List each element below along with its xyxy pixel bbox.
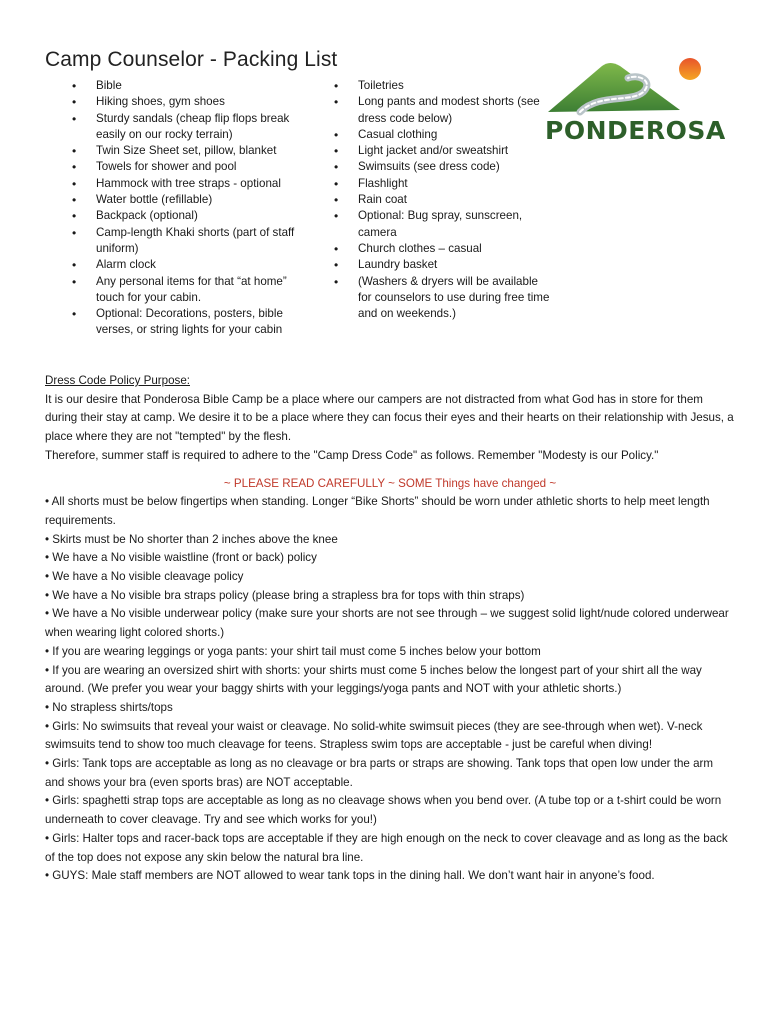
list-item: • Swimsuits (see dress code) (334, 159, 554, 175)
rule-item: • Girls: No swimsuits that reveal your waist or cleavage. No solid-white swimsuit pieces (they are see-through when wet). V-neck swimsuits tend to show too much cleavage for teens. Strapless swim tops are acceptable - just be careful when diving! (45, 719, 703, 752)
list-item: • Light jacket and/or sweatshirt (334, 143, 554, 159)
list-item: • Flashlight (334, 176, 554, 192)
list-item: • Laundry basket (334, 257, 554, 273)
rule-item: • We have a No visible waistline (front or back) policy (45, 551, 317, 565)
policy-paragraph: Therefore, summer staff is required to adhere to the "Camp Dress Code" as follows. Remember "Modesty is our Policy." (45, 448, 659, 462)
rule-item: • If you are wearing an oversized shirt with shorts: your shirts must come 5 inches below the longest part of your shirt all the way around. (We prefer you wear your baggy shirts with your leggings/yoga pants and NOT with your athletic shorts.) (45, 663, 702, 696)
rule-item: • We have a No visible cleavage policy (45, 570, 244, 584)
list-item: • Hiking shoes, gym shoes (72, 94, 312, 110)
page-title: Camp Counselor - Packing List (45, 48, 338, 71)
list-item: • Towels for shower and pool (72, 159, 312, 175)
sun-icon (679, 58, 701, 80)
rule-item: • If you are wearing leggings or yoga pants: your shirt tail must come 5 inches below your bottom (45, 644, 541, 658)
rule-item: • No strapless shirts/tops (45, 700, 173, 714)
rule-item: • Girls: spaghetti strap tops are acceptable as long as no cleavage shows when you bend over. (A tube top or a t-shirt could be worn underneath to cover cleavage. Try and see which works for you!) (45, 794, 722, 827)
list-item: • Rain coat (334, 192, 554, 208)
packing-list-right (334, 78, 554, 322)
list-item: • Optional: Bug spray, sunscreen, camera (334, 208, 554, 241)
list-item: • Casual clothing (334, 127, 554, 143)
list-item: • Bible (72, 78, 312, 94)
packing-list-left (72, 78, 312, 339)
list-item: • Camp-length Khaki shorts (part of staff uniform) (72, 225, 312, 258)
policy-paragraph: It is our desire that Ponderosa Bible Camp be a place where our campers are not distracted from what God has in store for them during their stay at camp. We desire it to be a place where they can focus their eyes and their hearts on their relationship with Jesus, a place where they are not "tempted" by the flesh. (45, 392, 734, 444)
rule-item: • Girls: Tank tops are acceptable as long as no cleavage or bra parts or straps are showing. Tank tops that open low under the arm and shows your bra (even sports bras) are NOT acceptable. (45, 757, 714, 789)
list-item: • Sturdy sandals (cheap flip flops break easily on our rocky terrain) (72, 111, 312, 144)
list-item: • Alarm clock (72, 257, 312, 273)
mountain-shape (548, 63, 680, 112)
rule-item: • Girls: Halter tops and racer-back tops are acceptable if they are high enough on the neck to cover cleavage and as long as the back of the top does not expose any skin below the natural bra line. (45, 831, 728, 864)
list-item: • Church clothes – casual (334, 241, 554, 257)
rule-item: • GUYS: Male staff members are NOT allowed to wear tank tops in the dining hall. We don’t want hair in anyone’s food. (45, 869, 655, 883)
rule-item: • All shorts must be below fingertips when standing. Longer “Bike Shorts” should be worn under athletic shorts to help meet length requirements. (45, 495, 710, 527)
list-item: • Water bottle (refillable) (72, 192, 312, 208)
rule-item: • We have a No visible underwear policy (make sure your shorts are not see through – we suggest solid light/nude colored underwear when wearing light colored shorts.) (45, 607, 729, 640)
warning-notice: ~ PLEASE READ CAREFULLY ~ SOME Things have changed ~ (223, 476, 557, 490)
rule-item: • Skirts must be No shorter than 2 inches above the knee (45, 532, 338, 546)
section-heading: Dress Code Policy Purpose: (45, 374, 190, 387)
list-item: • Long pants and modest shorts (see dress code below) (334, 94, 554, 127)
list-item: • (Washers & dryers will be available for counselors to use during free time and on weekends.) (334, 274, 554, 323)
list-item: • Hammock with tree straps - optional (72, 176, 312, 192)
list-item: • Any personal items for that “at home” touch for your cabin. (72, 274, 312, 307)
list-item: • Toiletries (334, 78, 554, 94)
logo-wordmark: PONDEROSA (545, 116, 726, 145)
list-item: • Backpack (optional) (72, 208, 312, 224)
rule-item: • We have a No visible bra straps policy (please bring a strapless bra for tops with thin straps) (45, 588, 525, 602)
dress-code-section (45, 372, 735, 886)
list-item: • Twin Size Sheet set, pillow, blanket (72, 143, 312, 159)
list-item: • Optional: Decorations, posters, bible verses, or string lights for your cabin (72, 306, 312, 339)
